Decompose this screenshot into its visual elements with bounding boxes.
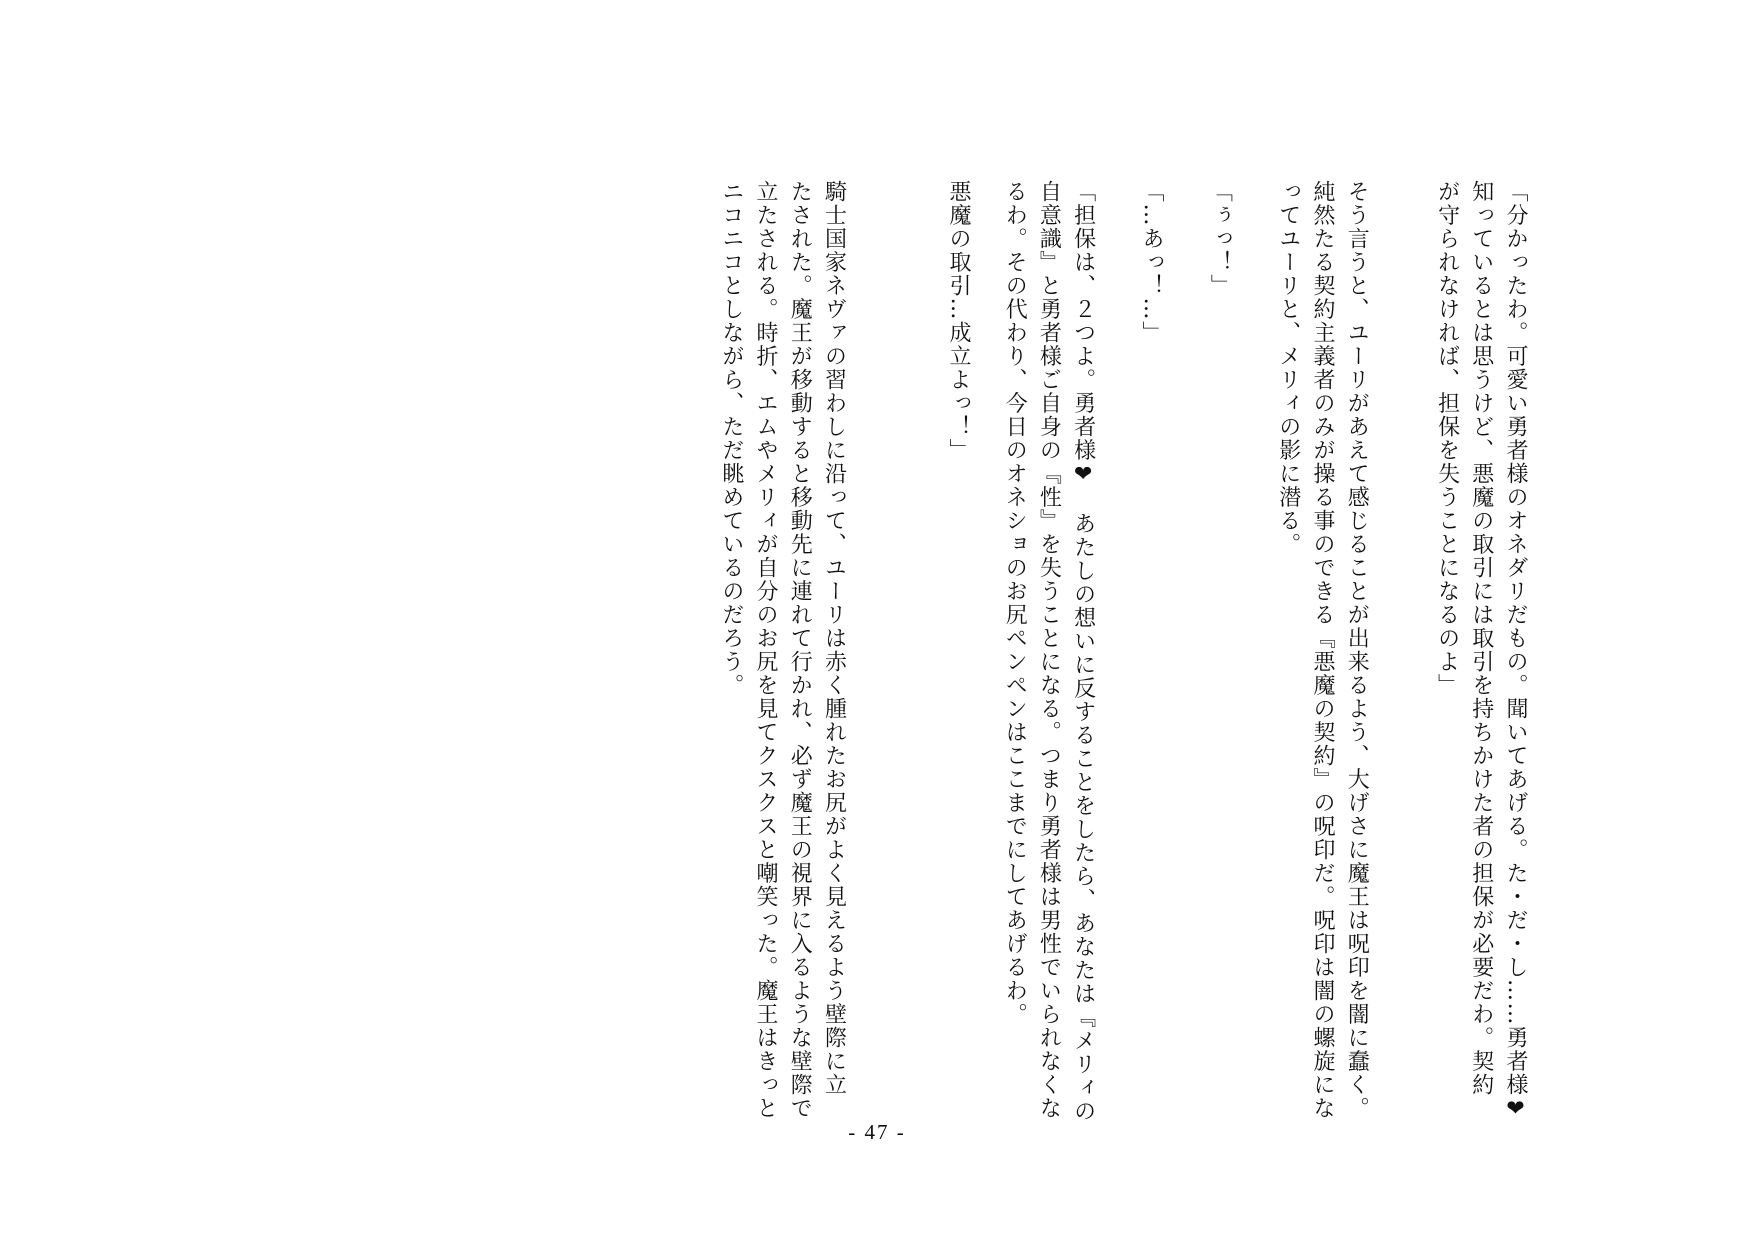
blank-line [872,180,906,1105]
text-line: たされた。魔王が移動すると移動先に連れて行かれ、必ず魔王の視界に入るような壁際で [787,180,813,1120]
text-line: 悪魔の取引…成立よっ！」 [946,180,972,462]
text-line: 「ぅっ！」 [1207,180,1233,298]
text-line: 騎士国家ネヴァの習わしに沿って、ユーリは赤く腫れたお尻がよく見えるよう壁際に立 [821,180,847,1097]
text-line: 純然たる契約主義者のみが操る事のできる『悪魔の契約』の呪印だ。呪印は闇の螺旋にな [1310,180,1335,1120]
blank-line [1168,180,1202,1105]
text-line: 自意識』と勇者様ご自身の『性』を失うことになる。つまり勇者様は男性でいられなくな [1036,180,1062,1120]
blank-line [1236,180,1270,1105]
text-line: ってユーリと、メリィの影に潜る。 [1275,180,1301,556]
text-line: 知っているとは思うけど、悪魔の取引には取引を持ちかけた者の担保が必要だわ。契約 [1468,180,1494,1097]
blank-line [1395,180,1429,1105]
page-number: - 47 - [848,1120,906,1144]
text-line: ニコニコとしながら、ただ眺めているのだろう。 [718,180,744,697]
text-line: 「…あっ！…」 [1139,180,1165,345]
text-line: そう言うと、ユーリがあえて感じることが出来るよう、大げさに魔王は呪印を闇に蠢く。 [1344,180,1370,1120]
text-line: 「担保は、２つよ。勇者様❤ あたしの想いに反することをしたら、あなたは『メリィの [1070,180,1096,1123]
text-line: るわ。その代わり、今日のオネショのお尻ペンペンはここまでにしてあげるわ。 [1002,180,1028,1026]
text-line: が守られなければ、担保を失うことになるのよ」 [1434,180,1460,697]
text-line: 「分かったわ。可愛い勇者様のオネダリだもの。聞いてあげる。た・だ・し……勇者様❤ [1503,180,1528,1123]
text-line: 立たされる。時折、エムやメリィが自分のお尻を見てクスクスと嘲笑った。魔王はきっと [753,180,779,1120]
blank-line [1100,180,1134,1105]
vertical-text-body [612,180,1532,1123]
blank-line [907,180,941,1105]
